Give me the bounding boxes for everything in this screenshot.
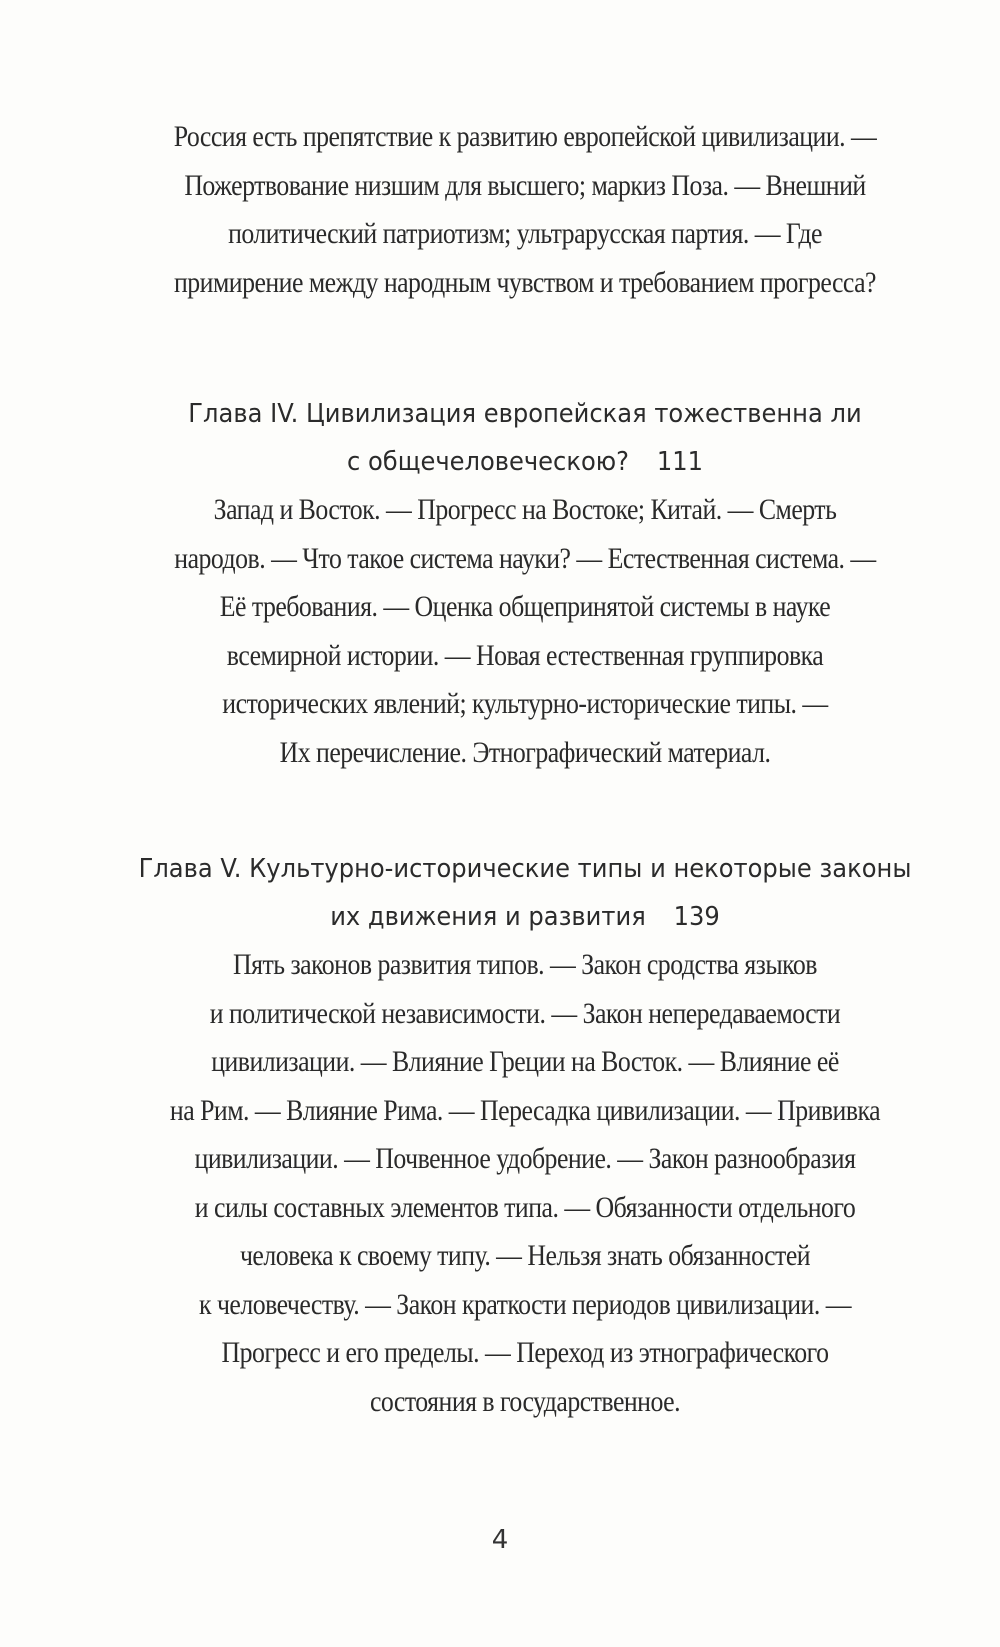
chapter-5-heading-continued bbox=[83, 893, 967, 941]
text-line: примирение между народным чувством и требованием прогресса? bbox=[173, 265, 877, 299]
chapter-4-section bbox=[50, 390, 1000, 777]
text-line: Её требования. — Оценка общепринятой системы в науке bbox=[219, 590, 831, 623]
chapter-4-heading-continued bbox=[83, 438, 967, 486]
text-line: всемирной истории. — Новая естественная группировка bbox=[226, 638, 824, 672]
text-line: Прогресс и его пределы. — Переход из этнографического bbox=[221, 1336, 829, 1369]
text-line: на Рим. — Влияние Рима. — Пересадка цивилизации. — Прививка bbox=[169, 1093, 881, 1127]
chapter-5-section bbox=[50, 845, 1000, 1426]
text-line: Россия есть препятствие к развитию европейской цивилизации. — bbox=[173, 120, 877, 153]
text-line: и силы составных элементов типа. — Обязанности отдельного bbox=[194, 1190, 856, 1224]
text-line: народов. — Что такое система науки? — Естественная система. — bbox=[174, 541, 876, 575]
chapter-4-heading: Глава IV. Цивилизация европейская тожественна ли bbox=[188, 399, 862, 429]
text-line: Их перечисление. Этнографический материал. bbox=[279, 735, 771, 769]
text-line: и политической независимости. — Закон непередаваемости bbox=[209, 996, 841, 1030]
chapter-5-heading-tail: их движения и развития bbox=[330, 902, 646, 932]
text-line: Пожертвование низшим для высшего; маркиз Поза. — Внешний bbox=[184, 168, 866, 202]
intro-paragraph bbox=[50, 113, 1000, 307]
text-line: исторических явлений; культурно-исторические типы. — bbox=[222, 687, 828, 720]
text-line: Запад и Восток. — Прогресс на Востоке; Китай. — Смерть bbox=[213, 493, 837, 526]
chapter-5-heading: Глава V. Культурно-исторические типы и некоторые законы bbox=[138, 854, 912, 884]
text-line: политический патриотизм; ультрарусская партия. — Где bbox=[228, 217, 822, 250]
text-line: цивилизации. — Влияние Греции на Восток. — Влияние её bbox=[211, 1045, 839, 1078]
text-line: к человечеству. — Закон краткости периодов цивилизации. — bbox=[198, 1287, 852, 1321]
text-line: Пять законов развития типов. — Закон сродства языков bbox=[233, 948, 817, 981]
text-line: человека к своему типу. — Нельзя знать обязанностей bbox=[239, 1239, 811, 1272]
page-number: 4 bbox=[491, 1525, 509, 1555]
text-line: состояния в государственное. bbox=[369, 1384, 681, 1418]
chapter-4-page-ref: 111 bbox=[656, 447, 703, 477]
chapter-4-heading-tail: с общечеловеческою? bbox=[347, 447, 629, 477]
text-line: цивилизации. — Почвенное удобрение. — Закон разнообразия bbox=[194, 1142, 856, 1175]
chapter-5-page-ref: 139 bbox=[673, 902, 720, 932]
